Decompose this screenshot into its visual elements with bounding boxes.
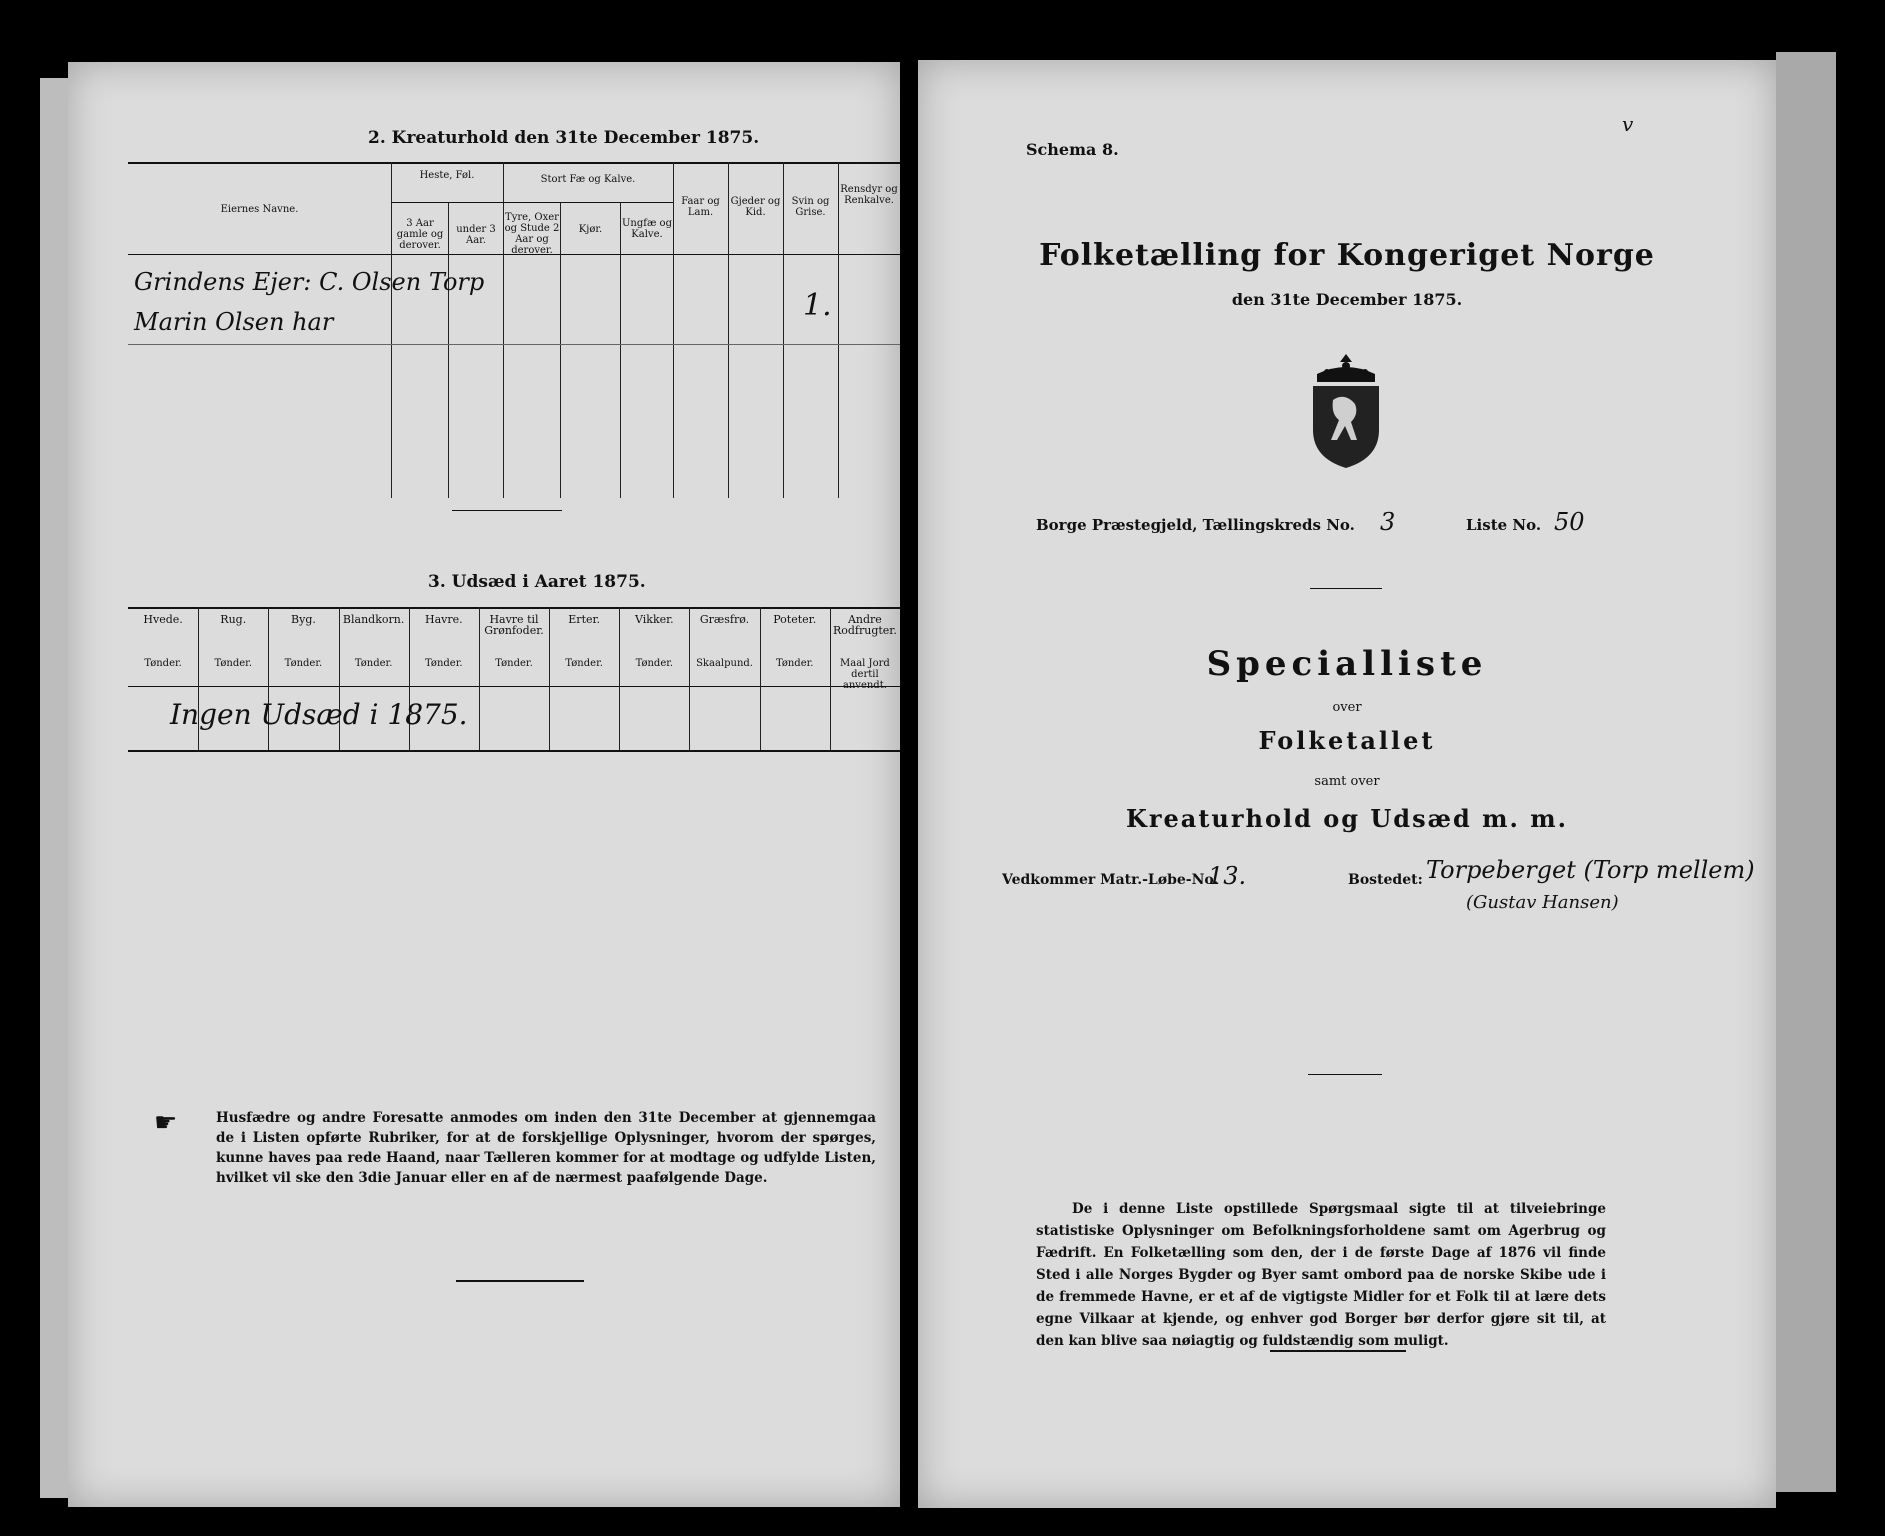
col-stort: Stort Fæ og Kalve.: [540, 174, 636, 185]
table3-col-name: Erter.: [568, 613, 601, 626]
col-stort-sub1: Tyre, Oxer og Stude 2 Aar og derover.: [504, 212, 560, 256]
table3-col-name: Rug.: [220, 613, 247, 626]
special-title: Specialliste: [1206, 644, 1488, 684]
col-faar: Faar og Lam.: [681, 196, 720, 218]
table3-top-rule: [128, 607, 900, 609]
notice-text: Husfædre og andre Foresatte anmodes om inden den 31te December at gjennemgaa de i Listen opførte Rubriker, for at de forskjellige Oplysninger, hvorom der spørges, kunne haves paa rede Haand, naar Tælleren kommer for at modtage og udfylde Listen, hvilket vil ske den 3die Januar eller en af de nærmest paafølgende Dage.: [216, 1110, 876, 1186]
table3-col-divider: [760, 607, 761, 750]
right-page: [918, 60, 1776, 1508]
col-stort-sub2: Kjør.: [578, 224, 603, 235]
table3-col-unit: Tønder.: [565, 658, 603, 669]
section3-title: 3. Udsæd i Aaret 1875.: [428, 572, 646, 592]
table3-col-name: Poteter.: [773, 613, 817, 626]
owner-row-2: Marin Olsen har: [134, 308, 334, 336]
bosted-value-2: (Gustav Hansen): [1466, 892, 1619, 913]
udsaed-entry: Ingen Udsæd i 1875.: [170, 698, 468, 731]
col-gjeder: Gjeder og Kid.: [730, 196, 781, 218]
table3-col-unit: Tønder.: [214, 658, 253, 669]
kreaturhold-title: Kreaturhold og Udsæd m. m.: [1126, 804, 1568, 833]
notice-divider: [456, 1280, 584, 1282]
table3-col-name: Blandkorn.: [342, 613, 405, 626]
table3-col-divider: [549, 607, 550, 750]
middle-divider: [1308, 1074, 1382, 1075]
folketallet: Folketallet: [1258, 726, 1436, 755]
schema-label: Schema 8.: [1026, 140, 1119, 159]
col-owner: Eiernes Navne.: [220, 204, 299, 215]
bottom-divider: [1270, 1350, 1406, 1352]
table3-col-unit: Tønder.: [425, 658, 463, 669]
explanation-text: De i denne Liste opstillede Spørgsmaal sigte til at tilveiebringe statistiske Oplysninger om Befolkningsforholdene samt om Agerbrug og Fædrift. En Folketælling som den, der i de første Dage af 1876 vil finde Sted i alle Norges Bygder og Byer samt ombord paa de norske Skibe ude i de fremmede Havne, er et af de vigtigste Midler for et Folk til at lære dets egne Vilkaar at kjende, og enhver god Borger bør derfor gjøre sit til, at den kan blive saa nøiagtig og fuldstændig som muligt.: [1036, 1201, 1606, 1349]
col-rensdyr: Rensdyr og Renkalve.: [840, 184, 898, 206]
col-heste-sub1: 3 Aar gamle og derover.: [396, 218, 444, 251]
table3-col-name: Hvede.: [143, 613, 183, 626]
table3-col-unit: Tønder.: [354, 658, 393, 669]
col-heste: Heste, Føl.: [419, 170, 475, 181]
col-svin: Svin og Grise.: [791, 196, 830, 218]
col-heste-sub2: under 3 Aar.: [456, 224, 496, 246]
table3-col-name: Byg.: [291, 613, 316, 626]
table3-col-divider: [619, 607, 620, 750]
tellingskreds-no: 3: [1380, 508, 1396, 536]
table3-col-unit: Tønder.: [144, 658, 182, 669]
check-mark: v: [1622, 112, 1634, 136]
right-page-edges: [1776, 52, 1836, 1492]
table3-col-unit: Tønder.: [284, 658, 323, 669]
table2-row-rule: [128, 344, 900, 345]
census-date: den 31te December 1875.: [1231, 290, 1463, 309]
liste-no: 50: [1554, 508, 1585, 536]
table3-col-name: Vikker.: [635, 613, 674, 626]
table3-bottom-rule: [128, 750, 900, 752]
table2-top-rule: [128, 162, 900, 164]
census-title: Folketælling for Kongeriget Norge: [1039, 238, 1655, 273]
pointing-hand-icon: ☛: [154, 1108, 178, 1138]
left-page: [68, 62, 900, 1507]
matr-no: 13.: [1208, 862, 1247, 890]
over-text: over: [1332, 700, 1362, 715]
left-page-edges: [40, 78, 70, 1498]
svin-count: 1.: [803, 288, 832, 323]
table3-col-name: Græsfrø.: [699, 613, 750, 626]
samt-over-text: samt over: [1314, 774, 1380, 789]
table3-header-rule: [128, 686, 900, 687]
section-divider: [452, 510, 562, 511]
section2-title: 2. Kreaturhold den 31te December 1875.: [368, 128, 760, 148]
table3-col-unit: Skaalpund.: [696, 658, 753, 669]
table3-col-unit: Tønder.: [495, 658, 533, 669]
prestegjeld-label: Borge Præstegjeld, Tællingskreds No.: [1036, 516, 1355, 534]
owner-row-1: Grindens Ejer: C. Olsen Torp: [134, 268, 485, 296]
col-stort-sub3: Ungfæ og Kalve.: [622, 218, 672, 240]
table3-col-unit: Tønder.: [635, 658, 674, 669]
table3-col-name: Andre Rodfrugter.: [832, 613, 897, 637]
liste-label: Liste No.: [1466, 516, 1542, 534]
bosted-value: Torpeberget (Torp mellem): [1426, 856, 1755, 884]
title-divider: [1310, 588, 1382, 589]
table3-col-name: Havre til Grønfoder.: [484, 613, 544, 637]
table3-col-unit: Tønder.: [775, 658, 814, 669]
coat-of-arms-icon: [1303, 350, 1389, 470]
matr-label: Vedkommer Matr.-Løbe-No.: [1002, 872, 1219, 888]
table3-col-divider: [689, 607, 690, 750]
table3-col-unit: Maal Jord dertil anvendt.: [840, 658, 890, 691]
bosted-label: Bostedet:: [1348, 872, 1423, 888]
table3-col-name: Havre.: [424, 613, 463, 626]
